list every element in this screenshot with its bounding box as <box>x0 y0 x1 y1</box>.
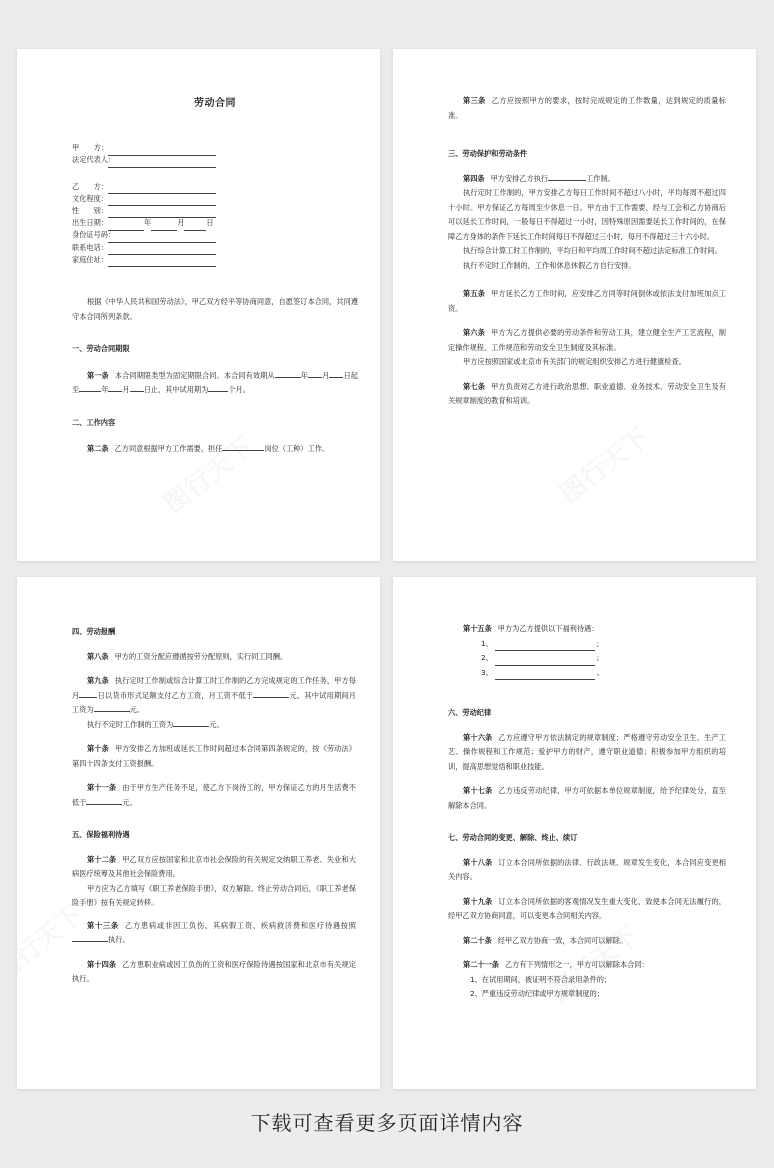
document-page-1 <box>17 49 380 561</box>
article-18: 第十八条 订立本合同所依据的法律、行政法规、规章发生变化，本合同应变更相关内容。 <box>448 857 726 881</box>
article-14: 第十四条 乙方患职业病或因工负伤的工资和医疗保险待遇按国家和北京市有关规定执行。 <box>72 959 356 983</box>
article-9: 第九条 执行定时工作制或综合计算工时工作制的乙方完成规定的工作任务，甲方每月 日以货币形式足额支付乙方工资，月工资不低于 元，其中试用期间月工资为 元。 <box>72 676 356 714</box>
benefit-item: 2、 ; <box>448 651 726 666</box>
article-6-paragraph: 甲方应按照国家或北京市有关部门的规定组织安排乙方进行健康检查。 <box>463 357 686 366</box>
article-6: 第六条 甲方为乙方提供必要的劳动条件和劳动工具，建立健全生产工艺流程，制定操作规程、工作规范和劳动安全卫生制度及其标准。 <box>448 328 726 352</box>
article-21: 第二十一条 乙方有下列情形之一，甲方可以解除本合同： <box>463 960 649 969</box>
id-number-field: 身份证号码： <box>72 231 358 243</box>
blank-line <box>108 257 216 267</box>
blank-line <box>151 221 177 231</box>
blank-line <box>108 196 216 206</box>
article-4-paragraph: 执行定时工作制的，甲方安排乙方每日工作时间不超过八小时，平均每周不超过四十小时。甲方保证乙方每周至少休息一日。甲方由于工作需要，经与工会和乙方协商后可以延长工作时间，一般每日不得超过一小时，因特殊原因需要延长工作时间的，在保障乙方身体的条件下延长工作时间每日不得超过三小时，每月不得超过三十六小时。 <box>448 188 726 241</box>
blank-line <box>108 233 216 243</box>
blank-line <box>108 245 216 255</box>
benefit-item: 1、 ; <box>448 637 726 652</box>
blank-line <box>108 208 216 218</box>
blank-line <box>108 146 216 156</box>
blank-line <box>495 670 595 680</box>
section-heading: 三、劳动保护和劳动条件 <box>448 149 528 158</box>
blank-line <box>495 656 595 666</box>
section-heading: 四、劳动报酬 <box>72 627 116 636</box>
blank-line <box>184 221 206 231</box>
watermark <box>560 429 651 504</box>
section-heading: 五、保险福利待遇 <box>72 830 130 839</box>
party-b-field: 乙 方： <box>72 182 358 194</box>
document-page-3 <box>17 577 380 1089</box>
article-4: 第四条 甲方安排乙方执行 工作制。 <box>463 173 615 183</box>
blank-line <box>108 158 216 168</box>
section-heading: 七、劳动合同的变更、解除、终止、续订 <box>448 833 578 842</box>
section-heading: 六、劳动纪律 <box>448 708 492 717</box>
phone-field: 联系电话： <box>72 243 358 255</box>
legal-rep-field: 法定代表人： <box>72 156 358 168</box>
party-a-field: 甲 方： <box>72 144 358 156</box>
document-page-4 <box>393 577 756 1089</box>
list-item: 1、在试用期间，被证明不符合录用条件的； <box>470 974 612 984</box>
birth-date-field: 出生日期： 年 月 日 <box>72 218 358 230</box>
article-13: 第十三条 乙方患病或非因工负伤，其病假工资、疾病救济费和医疗待遇按照执行。 <box>72 919 356 948</box>
section-heading: 一、劳动合同期限 <box>72 344 130 354</box>
blank-line <box>108 184 216 194</box>
article-7: 第七条 甲方负责对乙方进行政治思想、职业道德、业务技术、劳动安全卫生及有关规章制度的教育和培训。 <box>448 381 726 405</box>
article-4-paragraph: 执行综合计算工时工作制的，平均日和平均周工作时间不超过法定标准工作时间。 <box>463 246 722 255</box>
article-1: 第一条 本合同期限类型为固定期限合同。本合同有效期从 年 月 日起至 年 月 日止，其中试用期为 个月。 <box>72 370 358 395</box>
article-2: 第二条 乙方同意根据甲方工作需要，担任 岗位（工种）工作。 <box>87 444 330 454</box>
article-20: 第二十条 经甲乙双方协商一致，本合同可以解除。 <box>463 935 628 945</box>
article-12: 第十二条 甲乙双方应按国家和北京市社会保险的有关规定交纳职工养老、失业和大病医疗统筹及其他社会保险费用。 <box>72 854 356 878</box>
address-field: 家庭住址： <box>72 255 358 267</box>
education-field: 文化程度： <box>72 194 358 206</box>
benefit-item: 3、 。 <box>448 666 726 681</box>
article-17: 第十七条 乙方违反劳动纪律，甲方可依据本单位规章制度，给予纪律处分，直至解除本合同。 <box>448 786 726 810</box>
article-5: 第五条 甲方延长乙方工作时间，应安排乙方同等时间倒休或依法支付加班加点工资。 <box>448 289 726 313</box>
article-11: 第十一条 由于甲方生产任务不足，使乙方下岗待工的，甲方保证乙方的月生活费不低于 元。 <box>72 783 356 807</box>
article-8: 第八条 甲方的工资分配应遵循按劳分配原则，实行同工同酬。 <box>87 651 288 661</box>
document-title: 劳动合同 <box>194 98 236 109</box>
article-4-paragraph: 执行不定时工作制的，工作和休息休假乙方自行安排。 <box>463 260 636 270</box>
party-a-block <box>72 144 358 168</box>
article-9-paragraph: 执行不定时工作制的工资为 元。 <box>87 719 224 729</box>
article-12-paragraph: 甲方应为乙方填写《职工养老保险手册》，双方解除、终止劳动合同后，《职工养老保险手册》按有关规定转移。 <box>72 883 356 907</box>
gender-field: 性 别： <box>72 206 358 218</box>
article-19: 第十九条 订立本合同所依据的客观情况发生重大变化，致使本合同无法履行的，经甲乙双方协商同意，可以变更本合同相关内容。 <box>448 896 726 920</box>
section-heading: 二、工作内容 <box>72 417 116 427</box>
intro-paragraph: 根据《中华人民共和国劳动法》，甲乙双方经平等协商同意，自愿签订本合同，共同遵守本合同所列条款。 <box>72 297 358 321</box>
article-10: 第十条 甲方安排乙方加班或延长工作时间超过本合同第四条规定的，按《劳动法》第四十四条支付工资报酬。 <box>72 744 356 768</box>
party-b-block <box>72 182 358 267</box>
list-item: 2、严重违反劳动纪律或甲方规章制度的； <box>470 989 604 998</box>
article-3: 第三条 乙方应按照甲方的要求，按时完成规定的工作数量，达到规定的质量标准。 <box>448 96 726 120</box>
blank-line <box>495 641 595 651</box>
document-page-2 <box>393 49 756 561</box>
article-15: 第十五条 甲方为乙方提供以下福利待遇： <box>463 624 599 633</box>
download-more-caption[interactable]: 下载可查看更多页面详情内容 <box>250 1111 524 1135</box>
article-16: 第十六条 乙方应遵守甲方依法制定的规章制度；严格遵守劳动安全卫生、生产工艺、操作规程和工作规范；爱护甲方的财产，遵守职业道德；积极参加甲方组织的培训，提高思想觉悟和职业技能。 <box>448 732 726 771</box>
